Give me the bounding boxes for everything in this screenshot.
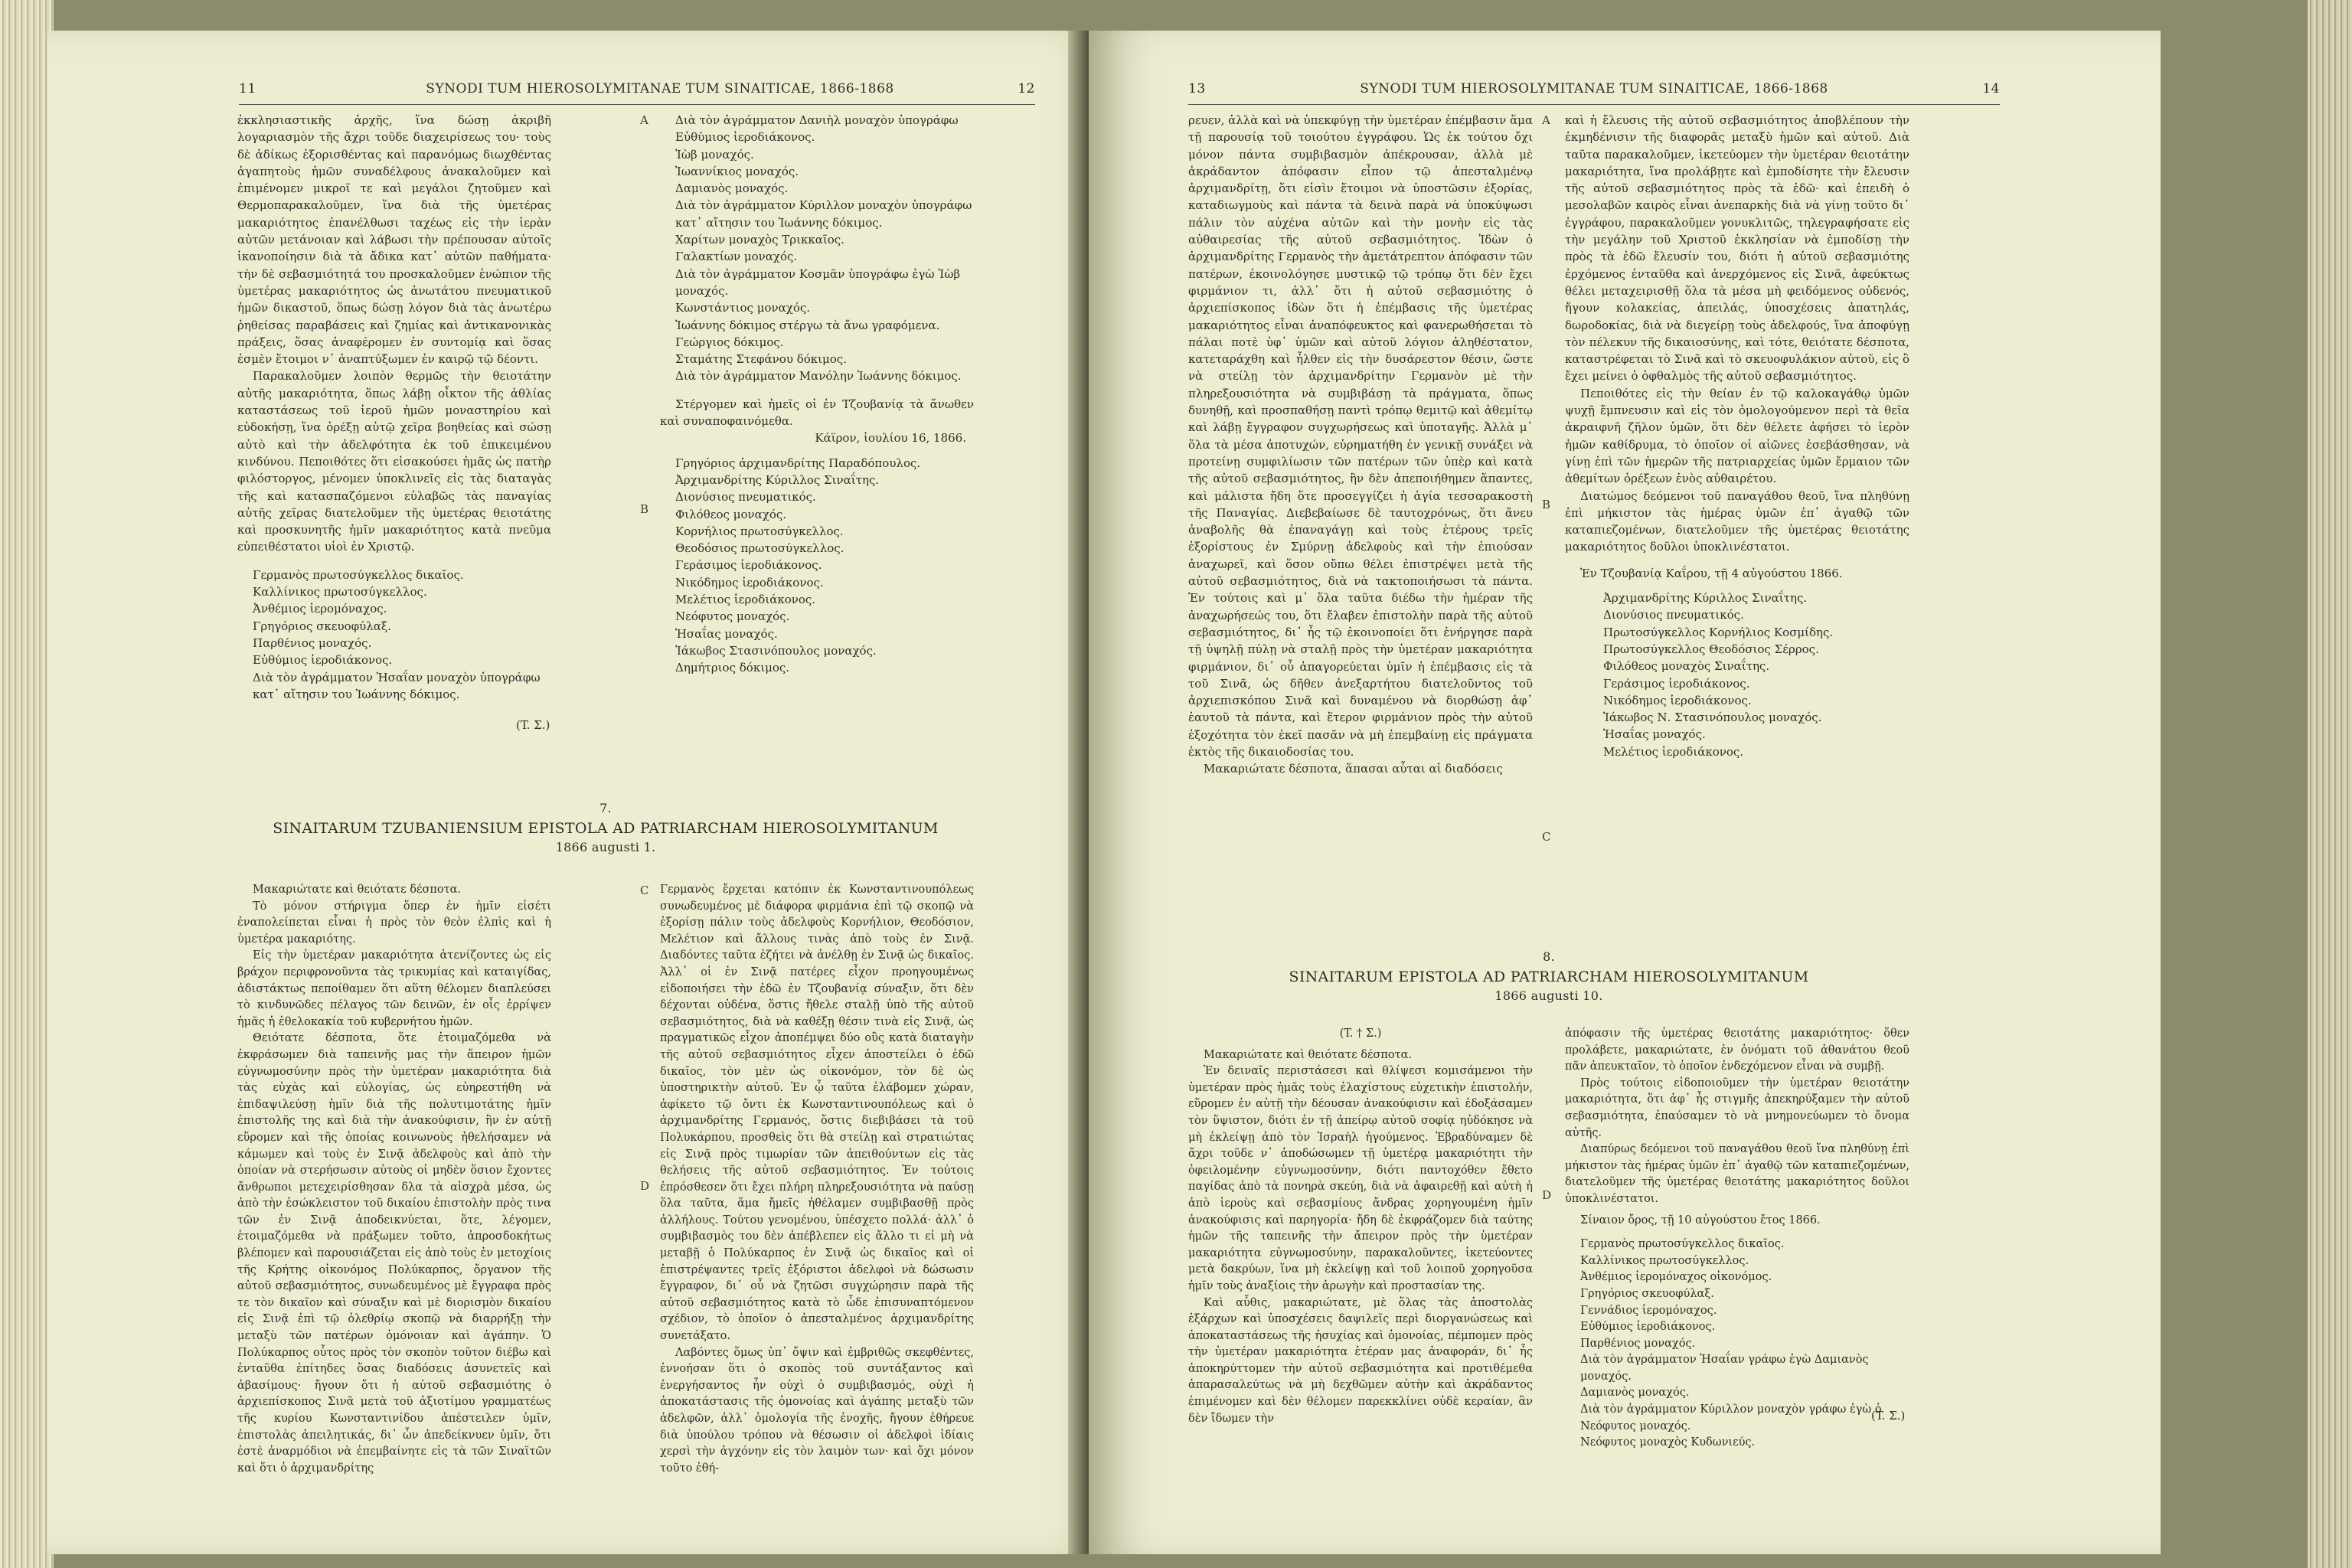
signature-line: Γαλακτίων μοναχός. bbox=[675, 250, 798, 264]
paragraph: Τὸ μόνον στήριγμα ὅπερ ἐν ἡμῖν εἰσέτι ἐναπολείπεται εἶναι ἡ πρὸς τὸν θεὸν ἐλπὶς καὶ ἡ ὑμετέρα μακαριότης. bbox=[237, 900, 551, 946]
signature-line: Εὐθύμιος ἱεροδιάκονος. bbox=[1580, 1321, 1716, 1334]
signature-line: Διὰ τὸν ἀγράμματον Δανιὴλ μοναχὸν ὑπογράφω Εὐθύμιος ἱεροδιάκονος. bbox=[675, 113, 959, 145]
left-page bbox=[47, 31, 1119, 1554]
signature-line: Κορνήλιος πρωτοσύγκελλος. bbox=[675, 524, 844, 538]
signature-line: Ἰάκωβος Στασινόπουλος μοναχός. bbox=[675, 643, 877, 658]
signature-line: Διὰ τὸν ἀγράμματον Ἡσαΐαν μοναχὸν ὑπογράφω κατ᾽ αἴτησιν του Ἰωάννης δόκιμος. bbox=[253, 670, 541, 701]
signature-line: Νεόφυτος μοναχός. bbox=[675, 609, 790, 624]
margin-marker-c: C bbox=[1542, 830, 1551, 844]
signature-line: Παρθένιος μοναχός. bbox=[253, 635, 372, 650]
salutation: Μακαριώτατε καὶ θειότατε δέσποτα. bbox=[1204, 1048, 1413, 1061]
left-col-3 bbox=[237, 882, 551, 1477]
paragraph: Παρακαλοῦμεν λοιπὸν θερμῶς τὴν θειοτάτην αὐτῆς μακαριότητα, ὅπως λάβῃ οἶκτον τῆς ἀθλίας καταστάσεως τοῦ ἱεροῦ ἡμῶν μοναστηρίου καὶ εὐδοκήσῃ, ἵνα ὀρέξῃ αὐτῷ χεῖρα βοηθείας καὶ σώσῃ αὐτὸ καὶ τὴν ἀδελφότητα ἐκ τοῦ ἐπικειμένου κινδύνου. Πεποιθότες ὅτι εἰσακούσει ἡμᾶς ὡς πατὴρ φιλόστοργος, μένομεν ὑποκλινεῖς εἰς τὰς διαταγὰς τῆς καὶ κατασπαζόμενοι εὐλαβῶς τὰς παναγίας αὐτῆς χεῖρας διατελοῦμεν τῆς ὑμετέρας θειοτάτης καὶ προσκυνητῆς ἡμῖν μακαριότητος κατὰ πνεῦμα εὐπειθέστατοι υἱοὶ ἐν Χριστῷ. bbox=[237, 369, 551, 554]
signature-line: Γερμανὸς πρωτοσύγκελλος δικαῖος. bbox=[253, 567, 464, 582]
signature-line: Νικόδημος ἱεροδιάκονος. bbox=[1603, 693, 1752, 707]
seal-mark: (T. Σ.) bbox=[516, 718, 550, 732]
signature-line: Ἡσαΐας μοναχός. bbox=[675, 626, 778, 641]
signature-line: Γεώργιος δόκιμος. bbox=[675, 335, 784, 349]
document-title: SINAITARUM EPISTOLA AD PATRIARCHAM HIEROSOLYMITANUM bbox=[1289, 969, 1809, 985]
document-date: 1866 augusti 1. bbox=[555, 840, 656, 854]
signature-line: Δαμιανὸς μοναχός. bbox=[675, 181, 789, 196]
left-col-2 bbox=[660, 112, 974, 677]
seal-mark: (T. † Σ.) bbox=[1339, 1027, 1382, 1040]
right-col-3 bbox=[1188, 1026, 1533, 1427]
signature-line: Πρωτοσύγκελλος Θεοδόσιος Σέρρος. bbox=[1603, 642, 1819, 656]
page-stack-left bbox=[0, 0, 54, 1568]
signature-line: Μελέτιος ἱεροδιάκονος. bbox=[1603, 744, 1744, 759]
paragraph: Διατώμος δεόμενοι τοῦ παναγάθου θεοῦ, ἵνα πληθύνῃ ἐπὶ μήκιστον τὰς ἡμέρας ὑμῶν ἐπ᾽ ἀγαθῷ τῶν καταπιεζομένων, διατελοῦμεν τῆς ὑμετέρας θειοτάτης μακαριότητος δοῦλοι ὑποκλινέστατοι. bbox=[1565, 488, 1909, 554]
signature-line: Διὰ τὸν ἀγράμματον Κοσμᾶν ὑπογράφω ἐγὼ Ἰὼβ μοναχός. bbox=[675, 266, 961, 298]
signature-line: Ἰάκωβος Ν. Στασινόπουλος μοναχός. bbox=[1603, 710, 1822, 725]
right-col-4 bbox=[1565, 1026, 1909, 1452]
document-heading-8 bbox=[1188, 949, 1909, 1003]
letter-date: Κάϊρον, ἰουλίου 16, 1866. bbox=[815, 431, 966, 446]
paragraph: καὶ ἡ ἔλευσις τῆς αὐτοῦ σεβασμιότητος ἀποβλέπουν τὴν ἐκμηδένισιν τῆς διαφορᾶς μεταξὺ ἡμῶν καὶ αὐτοῦ. Διὰ ταῦτα παρακαλοῦμεν, ἱκετεύομεν τὴν ὑμετέραν θειοτάτην μακαριότητα, ἵνα προλάβῃτε καὶ ἐμποδίσητε τὴν ἔλευσιν τῆς αὐτοῦ σεβασμιότητος πρὸς τὰ ἐδῶ· καὶ ἐπειδὴ ὁ μεσολαβῶν καιρὸς εἶναι ἀνεπαρκὴς διὰ νὰ γίνῃ τοῦτο δι᾽ ἐγγράφου, παρακαλοῦμεν γονυκλιτῶς, τηλεγραφήσατε εἰς τὴν μεγάλην τοῦ Χριστοῦ ἐκκλησίαν νὰ ἐμποδίσῃ τὴν πρὸς τὰ ἐδῶ ἔλευσίν του, διότι ἡ αὐτοῦ σεβασμιότης ἐρχόμενος ἐνταῦθα καὶ ἀνερχόμενος εἰς Σινᾶ, ἀφεύκτως θέλει μεταχειρισθῇ ὅλα τὰ μέσα μὴ φειδόμενος οὐδενός, ἤγουν κολακείας, ἀπειλάς, ὑποσχέσεις ἀπατηλάς, δωροδοκίας, διὰ νὰ διεγείρῃ τοὺς ἀδελφούς, ἵνα ἀποφύγῃ τὸν πέλεκυν τῆς δικαιοσύνης, καὶ τότε, θειότατε δέσποτα, καταστρέφεται τὸ Σινᾶ καὶ τὸ σκευοφυλάκιον αὐτοῦ, εἰς ὃ ἔχει μείνει ὁ ὀφθαλμὸς τῆς αὐτοῦ σεβασμιότητος. bbox=[1565, 113, 1909, 384]
paragraph: Πεποιθότες εἰς τὴν θείαν ἐν τῷ καλοκαγάθῳ ὑμῶν ψυχῇ ἔμπνευσιν καὶ εἰς τὸν ὁμολογούμενον περὶ τὰ θεῖα ἀκραιφνῆ ζῆλον ὑμῶν, ὅτι δὲν θέλετε ἀφήσει τὸ ἱερὸν ἡμῶν καθίδρυμα, τὸ ὁποῖον οἱ αἰῶνες ἐσεβάσθησαν, νὰ γίνῃ ἐπὶ τῶν ἡμερῶν τῆς πατριαρχείας ὑμῶν ἔρμαιον τῶν ἀθεμίτων ὀρέξεων ἑνὸς αὐθαιρέτου. bbox=[1565, 386, 1909, 486]
running-title: SYNODI TUM HIEROSOLYMITANAE TUM SINAITICAE, 1866-1868 bbox=[1360, 81, 1828, 96]
paragraph: Ἐν δειναῖς περιστάσεσι καὶ θλίψεσι κομισάμενοι τὴν ὑμετέραν πρὸς ἡμᾶς τοὺς ἐλαχίστους εὐχετικὴν ἐπιστολήν, εὕρομεν ἐν αὐτῇ τὴν δέουσαν ἀνακούφισιν καὶ ἐδοξάσαμεν τὸν ὕψιστον, διότι ἐν τῇ ἀπείρῳ αὐτοῦ σοφίᾳ ηὐδόκησε νὰ μὴ ἐκλείψῃ ἀπὸ τὸν Ἰσραὴλ ἡγούμενος. Ἐβραδύναμεν δὲ ἄχρι τοῦδε ν᾽ ἀποδώσωμεν τῇ ὑμετέρᾳ μακαριότητι τὴν ὀφειλομένην εὐγνωμοσύνην, διότι παντοχόθεν ἔθετο παγίδας ἀπὸ τὰ πονηρὰ σκεύη, διὰ νὰ ἀφαιρεθῇ καὶ αὐτὴ ἡ ἀπὸ ἱεροὺς καὶ σεβασμίους ἄνδρας χορηγουμένη ἡμῖν ἀνακούφισις καὶ παρηγορία· ἤδη δὲ ἐκφράζομεν διὰ ταύτης ἡμῶν τῆς ταπεινῆς τὴν ἄπειρον πρὸς τὴν ὑμετέραν μακαριότητα εὐγνωμοσύνην, παρακαλοῦντες, ἱκετεύοντες μετὰ δακρύων, ἵνα μὴ ἐκλείψῃ καὶ τοῦ λοιποῦ χορηγοῦσα ἡμῖν τοὺς ἀναξίοις τὴν ἀρωγὴν καὶ προστασίαν της. bbox=[1188, 1065, 1533, 1292]
paragraph: Διαπύρως δεόμενοι τοῦ παναγάθου θεοῦ ἵνα πληθύνῃ ἐπὶ μήκιστον τὰς ἡμέρας ὑμῶν ἐπ᾽ ἀγαθῷ τῶν καταπιεζομένων, διατελοῦμεν τῆς ὑμετέρας θειοτάτης μακαριότητος δοῦλοι ὑποκλινέστατοι. bbox=[1565, 1143, 1909, 1205]
right-col-2 bbox=[1565, 112, 1909, 760]
signature-line: Διονύσιος πνευματικός. bbox=[1603, 608, 1744, 622]
signature-line: Ἀρχιμανδρίτης Κύριλλος Σιναΐτης. bbox=[675, 472, 880, 487]
signature-line: Καλλίνικος πρωτοσύγκελλος. bbox=[1580, 1254, 1749, 1267]
running-title: SYNODI TUM HIEROSOLYMITANAE TUM SINAITICAE, 1866-1868 bbox=[426, 81, 894, 96]
signature-line: Διονύσιος πνευματικός. bbox=[675, 490, 816, 505]
signature-line: Πρωτοσύγκελλος Κορνήλιος Κοσμίδης. bbox=[1603, 625, 1834, 639]
paragraph: Λαβόντες ὅμως ὑπ᾽ ὄψιν καὶ ἐμβριθῶς σκεφθέντες, ἐννοήσαν ὅτι ὁ σκοπὸς τοῦ συντάξαντος καὶ ἐνεργήσαντος ἦν οὐχὶ ὁ συμβιβασμός, οὐχὶ ἡ ἀποκατάστασις τῆς ὁμονοίας καὶ ἀγάπης μεταξὺ τῶν ἀδελφῶν, ἀλλ᾽ ὁμολογία τῆς ἐνοχῆς, ἤγουν ἐθήρευε διὰ ὑπούλου τρόπου νὰ θέσωσιν οἱ ἀδελφοὶ ἰδίαις χερσὶ τὴν ἀγχόνην εἰς τὸν λαιμὸν των· καὶ ὄχι μόνον τοῦτο ἐθή- bbox=[660, 1346, 974, 1475]
margin-marker-b: B bbox=[1542, 498, 1551, 511]
document-title: SINAITARUM TZUBANIENSIUM EPISTOLA AD PATRIARCHAM HIEROSOLYMITANUM bbox=[273, 820, 939, 837]
signature-line: Θεοδόσιος πρωτοσύγκελλος. bbox=[675, 541, 844, 556]
signature-line: Καλλίνικος πρωτοσύγκελλος. bbox=[253, 585, 427, 599]
margin-marker-d: D bbox=[640, 1179, 650, 1193]
document-number: 7. bbox=[599, 801, 612, 815]
running-head-right bbox=[1188, 81, 2000, 112]
margin-marker-a: A bbox=[1542, 113, 1550, 127]
margin-marker-d: D bbox=[1542, 1188, 1552, 1202]
paragraph: Θειότατε δέσποτα, ὅτε ἑτοιμαζόμεθα νὰ ἐκφράσωμεν διὰ ταπεινῆς μας τὴν ἄπειρον ἡμῶν εὐγνωμοσύνην πρὸς τὴν ὑμετέραν μακαριότητα διὰ τὰς εὐχὰς καὶ εὐλογίας, ὡς εὐηρεστήθη νὰ ἐπιδαψιλεύσῃ ἡμῖν διὰ τῆς πολυτιμοτάτης ἡμῖν ἐπιστολῆς της καὶ διὰ τὴν ἀνακούφισιν, ἣν ἐν αὐτῇ εὕρομεν καὶ τῆς ὁποίας κοινωνοὺς ἠθελήσαμεν νὰ κάμωμεν καὶ τοὺς ἐν Σινᾷ ἀδελφοὺς καὶ ἀπὸ τὴν ὁποίαν νὰ στερήσωσιν αὐτοὺς οἱ μηδὲν ὅσιον ἔχοντες ἄνθρωποι μετεχειρίσθησαν δλα τὰ αἰσχρὰ μέσα, ὡς ἀπὸ τὴν ἐσώκλειστον τοῦ δικαίου ἐπιστολὴν πρὸς τινα τῶν ἐν Σινᾷ ἀποδεικνύεται, ὅτε, λέγομεν, ἑτοιμαζόμεθα νὰ πράξωμεν τοῦτο, ἀπροσδοκήτως βλέπομεν καὶ παρουσιάζεται εἰς ἀπὸ τοὺς ἐν μετοχίοις τῆς Κρήτης οἰκονόμος Πολύκαρπος, ὄργανον τῆς αὐτοῦ σεβασμιότητος, συνωδευμένος μὲ ἔγγραφα πρὸς τε τὸν δικαῖον καὶ σύναξιν καὶ μὲ διορισμὸν δικαίου εἰς Σινᾷ ἐπὶ τῷ ὀλεθρίῳ σκοπῷ νὰ διαρρήξῃ τὴν μεταξὺ τῶν πατέρων ὁμόνοιαν καὶ ἀγάπην. Ὁ Πολύκαρπος οὗτος πρὸς τὸν σκοπὸν τοῦτον διέβω καὶ ἐνταῦθα ἐπίτηδες ὅσας διαδόσεις ἀσυνετεῖς καὶ ἀβασίμους· ἤγουν ὅτι ἡ αὐτοῦ σεβασμιότης ὁ ἀρχιεπίσκοπος Σινᾶ μετὰ τοῦ ἀξιοτίμου γραμματέως τῆς κυρίου Κωνσταντινίδου ἀπέστειλεν ὑμῖν, ἐπιστολὰς ἀπειλητικάς, δι᾽ ὧν ἀπεδείκνυεν ὑμῖν, ὅτι ἐστὲ ἀναρμόδιοι νὰ ἐπεμβαίνητε εἰς τὰ τῶν Σιναϊτῶν καὶ ὅτι ὁ ἀρχιμανδρίτης bbox=[237, 1032, 551, 1475]
page-number-11: 11 bbox=[239, 81, 256, 96]
paragraph: ἐκκλησιαστικῆς ἀρχῆς, ἵνα δώσῃ ἀκριβῆ λογαριασμὸν τῆς ἄχρι τοῦδε διαχειρίσεως του· τοὺς δὲ ἀδίκως ἐξορισθέντας καὶ παρανόμως διωχθέντας ἀγαπητοὺς ἡμῶν συναδέλφους ἀνακαλοῦμεν καὶ ἐπιμένομεν μικροῖ τε καὶ μεγάλοι ζητοῦμεν καὶ Θερμοπαρακαλοῦμεν, ἵνα διὰ τῆς ὑμετέρας μακαριότητος ἐπανέλθωσι ταχέως εἰς τὴν ἱερὰν αὐτῶν μετάνοιαν καὶ λάβωσι τὴν πρέπουσαν αὐτοῖς ἱκανοποίησιν διὰ τὰ ἄδικα κατ᾽ αὐτῶν παθήματα· τὴν δὲ σεβασμιότητά του προσκαλοῦμεν ἐνώπιον τῆς ὑμετέρας μακαριότητος ὡς ἀνωτάτου πνευματικοῦ ἡμῶν δικαστοῦ, ὅπως δώσῃ λόγον διὰ τὰς ἀνωτέρω ῥηθείσας παραβάσεις καὶ ζημίας καὶ ἀντικανονικὰς πράξεις, ὅσας ἀναφέρομεν ἐν συντομίᾳ καὶ ὅσας ἐσμὲν ἕτοιμοι ν᾽ ἀναπτύξωμεν ἐν καιρῷ τῷ δέοντι. bbox=[237, 113, 551, 367]
seal-mark: (T. Σ.) bbox=[1871, 1409, 1906, 1423]
signature-line: Παρθένιος μοναχός. bbox=[1580, 1337, 1696, 1350]
signature-line: Νικόδημος ἱεροδιάκονος. bbox=[675, 575, 824, 590]
document-heading-7 bbox=[237, 801, 974, 854]
letter-date: Σίναιον ὄρος, τῇ 10 αὐγούστου ἔτος 1866. bbox=[1580, 1214, 1821, 1227]
page-number-12: 12 bbox=[1018, 81, 1035, 96]
signature-line: Ἀρχιμανδρίτης Κύριλλος Σιναΐτης. bbox=[1603, 591, 1808, 606]
signature-line: Φιλόθεος μοναχὸς Σιναΐτης. bbox=[1603, 659, 1770, 674]
signature-line: Γεράσιμος ἱεροδιάκονος. bbox=[675, 558, 822, 573]
signature-line: Δημήτριος δόκιμος. bbox=[675, 661, 790, 675]
signature-line: Φιλόθεος μοναχός. bbox=[675, 507, 787, 521]
signature-line: Γρηγόριος σκευοφύλαξ. bbox=[1580, 1287, 1714, 1300]
signature-line: Σταμάτης Στεφάνου δόκιμος. bbox=[675, 352, 847, 367]
signature-line: Γεννάδιος ἱερομόναχος. bbox=[1580, 1304, 1717, 1317]
paragraph: Καὶ αὖθις, μακαριώτατε, μὲ ὅλας τὰς ἀποστολὰς ἐξάρχων καὶ ὑποσχέσεις δαψιλεῖς περὶ διοργανώσεως καὶ ἀποκαταστάσεως τῆς ἡσυχίας καὶ ὁμονοίας, πέμπομεν πρὸς τὴν ὑμετέραν μακαριότητα ἑτέραν μας ἀναφοράν, δι᾽ ἧς ἀποκηρύττομεν τὴν αὐτοῦ σεβασμιότητα καὶ προτιθέμεθα ἀπαρασαλεύτως νὰ μὴ δεχθῶμεν αὐτὴν καὶ ἀκράδαντος ἐπιμένομεν καὶ δὲν θέλομεν παρεκκλίνει οὐδὲ κεραίαν, ἂν δὲν ἴδωμεν τὴν bbox=[1188, 1296, 1533, 1425]
margin-marker-c: C bbox=[640, 884, 649, 897]
document-number: 8. bbox=[1543, 949, 1555, 964]
paragraph: Εἰς τὴν ὑμετέραν μακαριότητα ἀτενίζοντες ὡς εἰς βράχον περιφρονοῦντα τὰς τρικυμίας καὶ καταιγίδας, ἀδιστάκτως πεποίθαμεν ὅτι αὕτη θέλομεν διαπλεύσει τὸ κινδυνῶδες πέλαγος τῶν δεινῶν, ἐν οἷς ἐρρίψεν ἡμᾶς ἡ ἐθελοκακία τοῦ κυβερνήτου ἡμῶν. bbox=[237, 949, 551, 1028]
paragraph: Γερμανὸς ἔρχεται κατόπιν ἐκ Κωνσταντινουπόλεως συνωδευμένος μὲ διάφορα φιρμάνια ἐπὶ τῷ σκοπῷ νὰ ἐξορίσῃ πάλιν τοὺς ἀδελφοὺς Κορνήλιον, Θεοδόσιον, Μελέτιον καὶ ἄλλους τινὰς ἀπὸ τοὺς ἐν Σινᾷ. Διαδόντες ταῦτα ἐζήτει νὰ ἀνέλθῃ ἐν Σινᾷ ὡς δικαῖος. Ἀλλ᾽ οἱ ἐν Σινᾷ πατέρες εἶχον προηγουμένως εἰδοποιήσει τὴν ἐδῶ ἐν Τζουβανίᾳ σύναξιν, ὅτι δὲν δέχονται οὐδένα, ὅστις ἤθελε σταλῇ ὑπὸ τῆς αὐτοῦ σεβασμιότητος, διὰ νὰ καθέξῃ θέσιν τινὰ εἰς Σινᾷ, ὡς πραγματικῶς εἶχον ἀποπέμψει δύο οὓς κατὰ διαταγὴν τῆς αὐτοῦ σεβασμιότητος εἶχεν ἀποστείλει ὁ ἐδῶ δικαῖος, τὸν μὲν ὡς οἰκονόμον, τὸν δὲ ὡς ὑποστηρικτὴν αὐτοῦ. Ἐν ᾧ ταῦτα ἐλάβομεν χώραν, ἀφίκετο τῷ ὄντι ἐκ Κωνσταντινουπόλεως καὶ ὁ ἀρχιμανδρίτης Γερμανός, ὅστις διεβιβάσει τὰ τοῦ Πολυκάρπου, προσθεὶς ὅτι θὰ στείλῃ καὶ στρατιώτας εἰς Σινᾷ πρὸς τιμωρίαν τῶν ἀπειθούντων εἰς τὰς θελήσεις τῆς αὐτοῦ σεβασμιότητος. Ἐν τούτοις ἐπρόσθεσεν ὅτι ἔχει πλήρη πληρεξουσιότητα νὰ παύσῃ ὅλα ταῦτα, ἅμα ἤμεῖς ἠθέλαμεν συμβιβασθῇ πρὸς ἀλλήλους. Τούτου γενομένου, ὑπέσχετο πολλά· ἀλλ᾽ ὁ συμβιβασμὸς του δὲν ἀπέβλεπεν εἰς ἄλλο τι εἰ μὴ νὰ μεταβῇ ὁ Πολύκαρπος ἐν Σινᾷ ὡς δικαῖος καὶ οἱ ἐπιστρέψαντες τρεῖς ἐξόριστοι ἀδελφοὶ νὰ δώσωσιν ἔγγραφον, δι᾽ οὗ νὰ ζητῶσι συγχώρησιν παρὰ τῆς αὐτοῦ σεβασμιότητος κατὰ τὸ ὧδε ἐπισυναπτόμενον σχέδιον, τὸ ὁποῖον ὁ ἀπεσταλμένος ἀρχιμανδρίτης συνετάξατο. bbox=[660, 884, 974, 1343]
paragraph: Πρὸς τούτοις εἰδοποιοῦμεν τὴν ὑμετέραν θειοτάτην μακαριότητα, ὅτι ἀφ᾽ ἧς στιγμῆς ἀπεκηρύξαμεν τὴν αὐτοῦ σεβασμιότητα, ἐπαύσαμεν τὸ νὰ μνημονεύωμεν τὸ ὄνομα αὐτῆς. bbox=[1565, 1076, 1909, 1139]
salutation: Μακαριώτατε καὶ θειότατε δέσποτα. bbox=[253, 884, 462, 896]
right-col-1 bbox=[1188, 112, 1533, 778]
paragraph: ἀπόφασιν τῆς ὑμετέρας θειοτάτης μακαριότητος· ὅθεν προλάβετε, μακαριώτατε, ἐν ὀνόματι τοῦ ἀθανάτου θεοῦ πᾶν ἀπευκταῖον, τὸ ὁποῖον ἐνδεχόμενον εἶναι νὰ συμβῇ. bbox=[1565, 1027, 1909, 1073]
document-date: 1866 augusti 10. bbox=[1494, 988, 1603, 1003]
signature-line: Δαμιανὸς μοναχός. bbox=[1580, 1387, 1690, 1400]
signature-line: Ἡσαΐας μοναχός. bbox=[1603, 727, 1706, 742]
paragraph: ρευεν, ἀλλὰ καὶ νὰ ὑπεκφύγῃ τὴν ὑμετέραν ἐπέμβασιν ἅμα τῇ παρουσίᾳ τοῦ τοιούτου ἐγγράφου. Ὡς ἐκ τούτου ὄχι μόνον πάντα συμβιβασμὸν ἀπέκρουσαν, ἀλλὰ μὲ ἀκράδαντον ἀπόφασιν εἶπον τῷ ἀπεσταλμένῳ ἀρχιμανδρίτῃ, ὅτι εἰσὶν ἕτοιμοι νὰ ὑποστῶσιν ἐξορίας, καταδιωγμοὺς καὶ πάντα τὰ δεινὰ παρὰ νὰ ὑποκύψωσι πάλιν τὸν αὐχένα αὐτῶν καὶ τὴν μονὴν εἰς τὰς αὐθαιρεσίας τῆς αὐτοῦ σεβασμιότητος. Ἰδὼν ὁ ἀρχιμανδρίτης Γερμανὸς τὴν ἀμετάτρεπτον ἀπόφασιν τῶν πατέρων, ἐκοινολόγησε μυστικῷ τῷ τρόπῳ ὅτι δὲν ἔχει φιρμάνιον τι, ἀλλ᾽ ὅτι ἡ αὐτοῦ σεβασμιότης ὁ ἀρχιεπίσκοπος ἰδὼν ὅτι ἡ ἐπέμβασις τῆς ὑμετέρας μακαριότητος εἶναι ἀναπόφευκτος καὶ φανερωθήσεται τὸ πάλαι ποτὲ ὑφ᾽ ὑμῶν καὶ αὐτοῦ λόγιον ἀληθέστατον, κατεταράχθη καὶ ἦλθεν εἰς τὴν δυσάρεστον θέσιν, ὥστε νὰ στείλῃ τὸν ἀρχιμανδρίτην Γερμανὸν μὲ τὴν πληρεξουσιότητα νὰ συμβιβάσῃ τὰ πράγματα, ὅπως δυνηθῇ, καὶ προσπαθήσῃ παντὶ τρόπῳ θεμιτῷ καὶ ἀθεμίτῳ καὶ λάβῃ ἔγγραφον συγχωρήσεως καὶ ὑποταγῆς. Ἀλλὰ μ᾽ ὅλα τὰ μέσα ἀποτυχών, εὑρηματήθη ἐν γενικῇ συνάξει νὰ προτείνῃ συμφιλίωσιν τῶν πατέρων τῶν ὑπὲρ καὶ κατὰ τῆς αὐτοῦ σεβασμιότητος, ἣν δὲν ἀπεποιήθημεν ἅπαντες, καὶ μάλιστα ἤδη ὅτε προσεγγίζει ἡ ἁγία τεσσαρακοστὴ τῆς Παναγίας. Διεβεβαίωσε δὲ ταυτοχρόνως, ὅτι ἄνευ ἀναβολῆς θὰ ἐπαναγάγῃ καὶ τοὺς ἑτέρους τρεῖς ἐξορίστους ἐν Σμύρνῃ ἀδελφοὺς καὶ τὴν ἐπιούσαν ἀναχωρεῖ, καὶ ὅσον οὔπω θέλει ἐπιστρέψει μετὰ τῆς αὐτοῦ σεβασμιότητος, διὰ νὰ τακτοποιήσωσι τὰ πάντα. Ἐν τούτοις καὶ μ᾽ ὅλα ταῦτα διέδω τὴν ἡμέραν τῆς ἀναχωρήσεώς του, ὅτι ἔλαβεν ἐπιστολὴν παρὰ τῆς αὐτοῦ σεβασμιότητος, δι᾽ ἧς τῷ ἐκοινοποίει ὅτι ἐνήργησε παρὰ τῇ ὑψηλῇ πύλῃ νὰ σταλῇ πρὸς τὴν ὑμετέραν μακαριότητα φιρμάνιον, δι᾽ οὗ ἀπαγορεύεται ὑμῖν ἡ ἐπέμβασις εἰς τὰ τοῦ Σινᾶ, ὡς δῆθεν ἀνεξαρτήτου διατελοῦντος τοῦ ἀρχιεπισκόπου Σινᾶ καὶ δυναμένου νὰ διορθώσῃ ἀφ᾽ ἑαυτοῦ τὰ πάντα, καὶ ἕτερον φιρμάνιον πρὸς τὴν αὐτοῦ ἐξοχότητα τὸν ἐκεῖ πασᾶν νὰ μὴ ἐπεμβαίνῃ εἰς πράγματα ἐκτὸς τῆς δικαιοδοσίας του. bbox=[1188, 113, 1533, 759]
left-col-4 bbox=[660, 882, 974, 1477]
paragraph: Μακαριώτατε δέσποτα, ἅπασαι αὗται αἱ διαδόσεις bbox=[1204, 762, 1503, 776]
signature-line: Γεράσιμος ἱεροδιάκονος. bbox=[1603, 676, 1750, 691]
signature-line: Ἰωαννίκιος μοναχός. bbox=[675, 164, 799, 178]
paragraph: Στέργομεν καὶ ἡμεῖς οἱ ἐν Τζουβανίᾳ τὰ ἄνωθεν καὶ συναποφαινόμεθα. bbox=[660, 397, 974, 429]
signature-line: Μελέτιος ἱεροδιάκονος. bbox=[675, 593, 816, 607]
page-number-13: 13 bbox=[1188, 81, 1206, 96]
signature-line: Γερμανὸς πρωτοσύγκελλος δικαῖος. bbox=[1580, 1238, 1785, 1251]
signature-line: Γρηγόριος ἀρχιμανδρίτης Παραδόπουλος. bbox=[675, 456, 921, 470]
signature-line: Εὐθύμιος ἱεροδιάκονος. bbox=[253, 653, 393, 668]
signature-line: Ἀνθέμιος ἱερομόναχος οἰκονόμος. bbox=[1580, 1271, 1772, 1284]
signature-line: Ἰὼβ μοναχός. bbox=[675, 147, 754, 162]
running-head-left bbox=[239, 81, 1035, 112]
signature-line: Κωνστάντιος μοναχός. bbox=[675, 301, 811, 315]
signature-line: Διὰ τὸν ἀγράμματον Κύριλλον μοναχὸν ὑπογράφω κατ᾽ αἴτησιν του Ἰωάννης δόκιμος. bbox=[675, 198, 972, 230]
margin-marker-a: A bbox=[640, 113, 648, 127]
right-page bbox=[1089, 31, 2161, 1554]
signature-line: Διὰ τὸν ἀγράμματον Κύριλλον μοναχὸν γράφω ἐγὼ ὁ Νεόφυτος μοναχός. bbox=[1580, 1403, 1882, 1432]
signature-line: Νεόφυτος μοναχὸς Κυδωνιεύς. bbox=[1580, 1436, 1756, 1449]
signature-line: Διὰ τὸν ἀγράμματον Ἡσαΐαν γράφω ἐγὼ Δαμιανὸς μοναχός. bbox=[1580, 1354, 1869, 1383]
signature-line: Διὰ τὸν ἀγράμματον Μανόλην Ἰωάννης δόκιμος. bbox=[675, 369, 962, 384]
left-col-1 bbox=[237, 112, 551, 703]
margin-marker-b: B bbox=[640, 502, 649, 516]
signature-line: Ἀνθέμιος ἱερομόναχος. bbox=[253, 602, 387, 616]
signature-line: Ἰωάννης δόκιμος στέργω τὰ ἄνω γραφόμενα. bbox=[675, 318, 940, 332]
signature-line: Γρηγόριος σκευοφύλαξ. bbox=[253, 619, 391, 633]
page-number-14: 14 bbox=[1982, 81, 2000, 96]
page-stack-right bbox=[2308, 0, 2352, 1568]
letter-date: Ἐν Τζουβανίᾳ Καΐρου, τῇ 4 αὐγούστου 1866. bbox=[1580, 566, 1843, 580]
signature-line: Χαρίτων μοναχὸς Τρικκαῖος. bbox=[675, 233, 844, 247]
